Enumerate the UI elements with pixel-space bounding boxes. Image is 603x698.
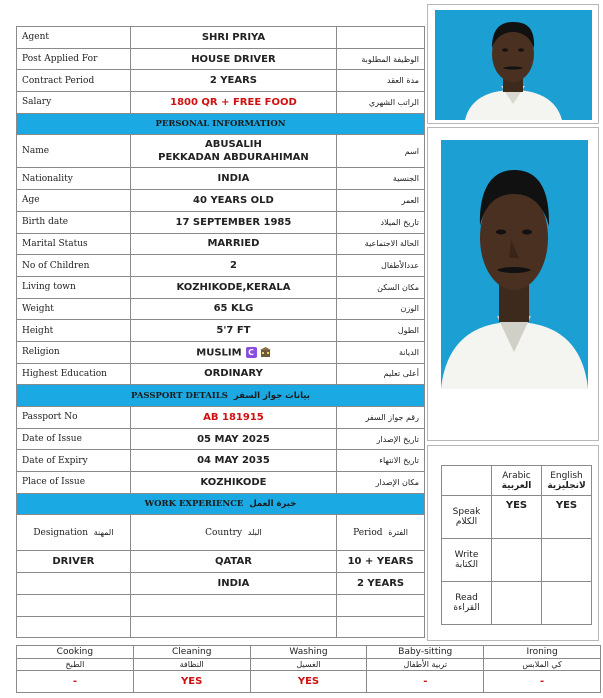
living-ar: مكان السكن xyxy=(337,276,425,298)
height-value: 5'7 FT xyxy=(130,320,336,342)
read-label: Read القراءة xyxy=(442,582,492,625)
education-ar: أعلى تعليم xyxy=(337,363,425,385)
expiry-date-value: 04 MAY 2035 xyxy=(130,450,336,472)
height-label: Height xyxy=(17,320,131,342)
lang-arabic-header: Arabic العربية xyxy=(492,466,542,496)
salary-ar: الراتب الشهري xyxy=(337,92,425,114)
work-designation-0: DRIVER xyxy=(17,551,131,573)
applicant-info-table xyxy=(16,26,425,638)
passport-no-label: Passport No xyxy=(17,407,131,429)
post-ar: الوظيفة المطلوبة xyxy=(337,48,425,70)
weight-label: Weight xyxy=(17,298,131,320)
write-label: Write الكتابة xyxy=(442,539,492,582)
living-label: Living town xyxy=(17,276,131,298)
skill-babysitting-ar: تربية الأطفال xyxy=(367,659,484,671)
speak-label: Speak الكلام xyxy=(442,496,492,539)
badge-icon: C xyxy=(246,347,257,358)
skill-ironing-value: - xyxy=(484,671,601,693)
name-label: Name xyxy=(17,135,131,168)
contract-value: 2 YEARS xyxy=(130,70,336,92)
religion-value: MUSLIM xyxy=(196,347,242,359)
work-designation-1 xyxy=(17,573,131,595)
expiry-date-label: Date of Expiry xyxy=(17,450,131,472)
marital-ar: الحالة الاجتماعية xyxy=(337,233,425,255)
name-ar: اسم xyxy=(337,135,425,168)
agent-label: Agent xyxy=(17,27,131,49)
passport-no-ar: رقم جواز السفر xyxy=(337,407,425,429)
skill-ironing-ar: كي الملابس xyxy=(484,659,601,671)
work-period-0: 10 + YEARS xyxy=(337,551,425,573)
height-ar: الطول xyxy=(337,320,425,342)
nationality-value: INDIA xyxy=(130,168,336,190)
photo-small-frame xyxy=(427,4,599,124)
birth-ar: تاريخ الميلاد xyxy=(337,211,425,233)
issue-date-label: Date of Issue xyxy=(17,428,131,450)
skill-cooking-ar: الطبخ xyxy=(17,659,134,671)
speak-english: YES xyxy=(542,496,592,539)
issue-place-value: KOZHIKODE xyxy=(130,472,336,494)
skill-ironing-label: Ironing xyxy=(484,646,601,659)
salary-label: Salary xyxy=(17,92,131,114)
skill-cooking-label: Cooking xyxy=(17,646,134,659)
skills-table xyxy=(16,645,601,693)
skill-babysitting-label: Baby-sitting xyxy=(367,646,484,659)
skill-cleaning-value: YES xyxy=(133,671,250,693)
issue-date-value: 05 MAY 2025 xyxy=(130,428,336,450)
applicant-photo-large xyxy=(441,140,588,389)
languages-table xyxy=(441,465,592,625)
period-header: Period الفترة xyxy=(337,515,425,551)
person-photo-large xyxy=(441,140,588,389)
weight-ar: الوزن xyxy=(337,298,425,320)
work-country-0: QATAR xyxy=(130,551,336,573)
age-value: 40 YEARS OLD xyxy=(130,190,336,212)
agent-value: SHRI PRIYA xyxy=(130,27,336,49)
contract-ar: مدة العقد xyxy=(337,70,425,92)
education-value: ORDINARY xyxy=(130,363,336,385)
education-label: Highest Education xyxy=(17,363,131,385)
issue-place-label: Place of Issue xyxy=(17,472,131,494)
post-label: Post Applied For xyxy=(17,48,131,70)
expiry-date-ar: تاريخ الانتهاء xyxy=(337,450,425,472)
marital-label: Marital Status xyxy=(17,233,131,255)
religion-cell xyxy=(130,341,336,363)
name-value: ABUSALIH PEKKADAN ABDURAHIMAN xyxy=(130,135,336,168)
applicant-photo-small xyxy=(435,10,592,120)
skill-cleaning-label: Cleaning xyxy=(133,646,250,659)
living-value: KOZHIKODE,KERALA xyxy=(130,276,336,298)
mosque-icon xyxy=(260,347,271,357)
salary-value: 1800 QR + FREE FOOD xyxy=(130,92,336,114)
children-ar: عددالأطفال xyxy=(337,255,425,277)
children-value: 2 xyxy=(130,255,336,277)
issue-place-ar: مكان الإصدار xyxy=(337,472,425,494)
children-label: No of Children xyxy=(17,255,131,277)
birth-value: 17 SEPTEMBER 1985 xyxy=(130,211,336,233)
photo-large-frame xyxy=(427,127,599,441)
skill-washing-ar: الغسيل xyxy=(250,659,367,671)
skill-washing-value: YES xyxy=(250,671,367,693)
work-period-1: 2 YEARS xyxy=(337,573,425,595)
speak-arabic: YES xyxy=(492,496,542,539)
skill-cooking-value: - xyxy=(17,671,134,693)
issue-date-ar: تاريخ الإصدار xyxy=(337,428,425,450)
passport-no-value: AB 181915 xyxy=(130,407,336,429)
birth-label: Birth date xyxy=(17,211,131,233)
nationality-label: Nationality xyxy=(17,168,131,190)
personal-info-header: PERSONAL INFORMATION xyxy=(17,113,425,135)
religion-ar: الديانة xyxy=(337,341,425,363)
contract-label: Contract Period xyxy=(17,70,131,92)
skill-cleaning-ar: النظافة xyxy=(133,659,250,671)
age-ar: العمر xyxy=(337,190,425,212)
work-country-1: INDIA xyxy=(130,573,336,595)
age-label: Age xyxy=(17,190,131,212)
designation-header: Designation المهنة xyxy=(17,515,131,551)
nationality-ar: الجنسية xyxy=(337,168,425,190)
person-photo-small xyxy=(435,10,592,120)
religion-label: Religion xyxy=(17,341,131,363)
skill-babysitting-value: - xyxy=(367,671,484,693)
weight-value: 65 KLG xyxy=(130,298,336,320)
passport-header: PASSPORT DETAILS بيانات جواز السفر xyxy=(17,385,425,407)
post-value: HOUSE DRIVER xyxy=(130,48,336,70)
work-header: WORK EXPERIENCE خبرة العمل xyxy=(17,493,425,515)
lang-english-header: English لانجليزية xyxy=(542,466,592,496)
country-header: Country البلد xyxy=(130,515,336,551)
skill-washing-label: Washing xyxy=(250,646,367,659)
marital-value: MARRIED xyxy=(130,233,336,255)
